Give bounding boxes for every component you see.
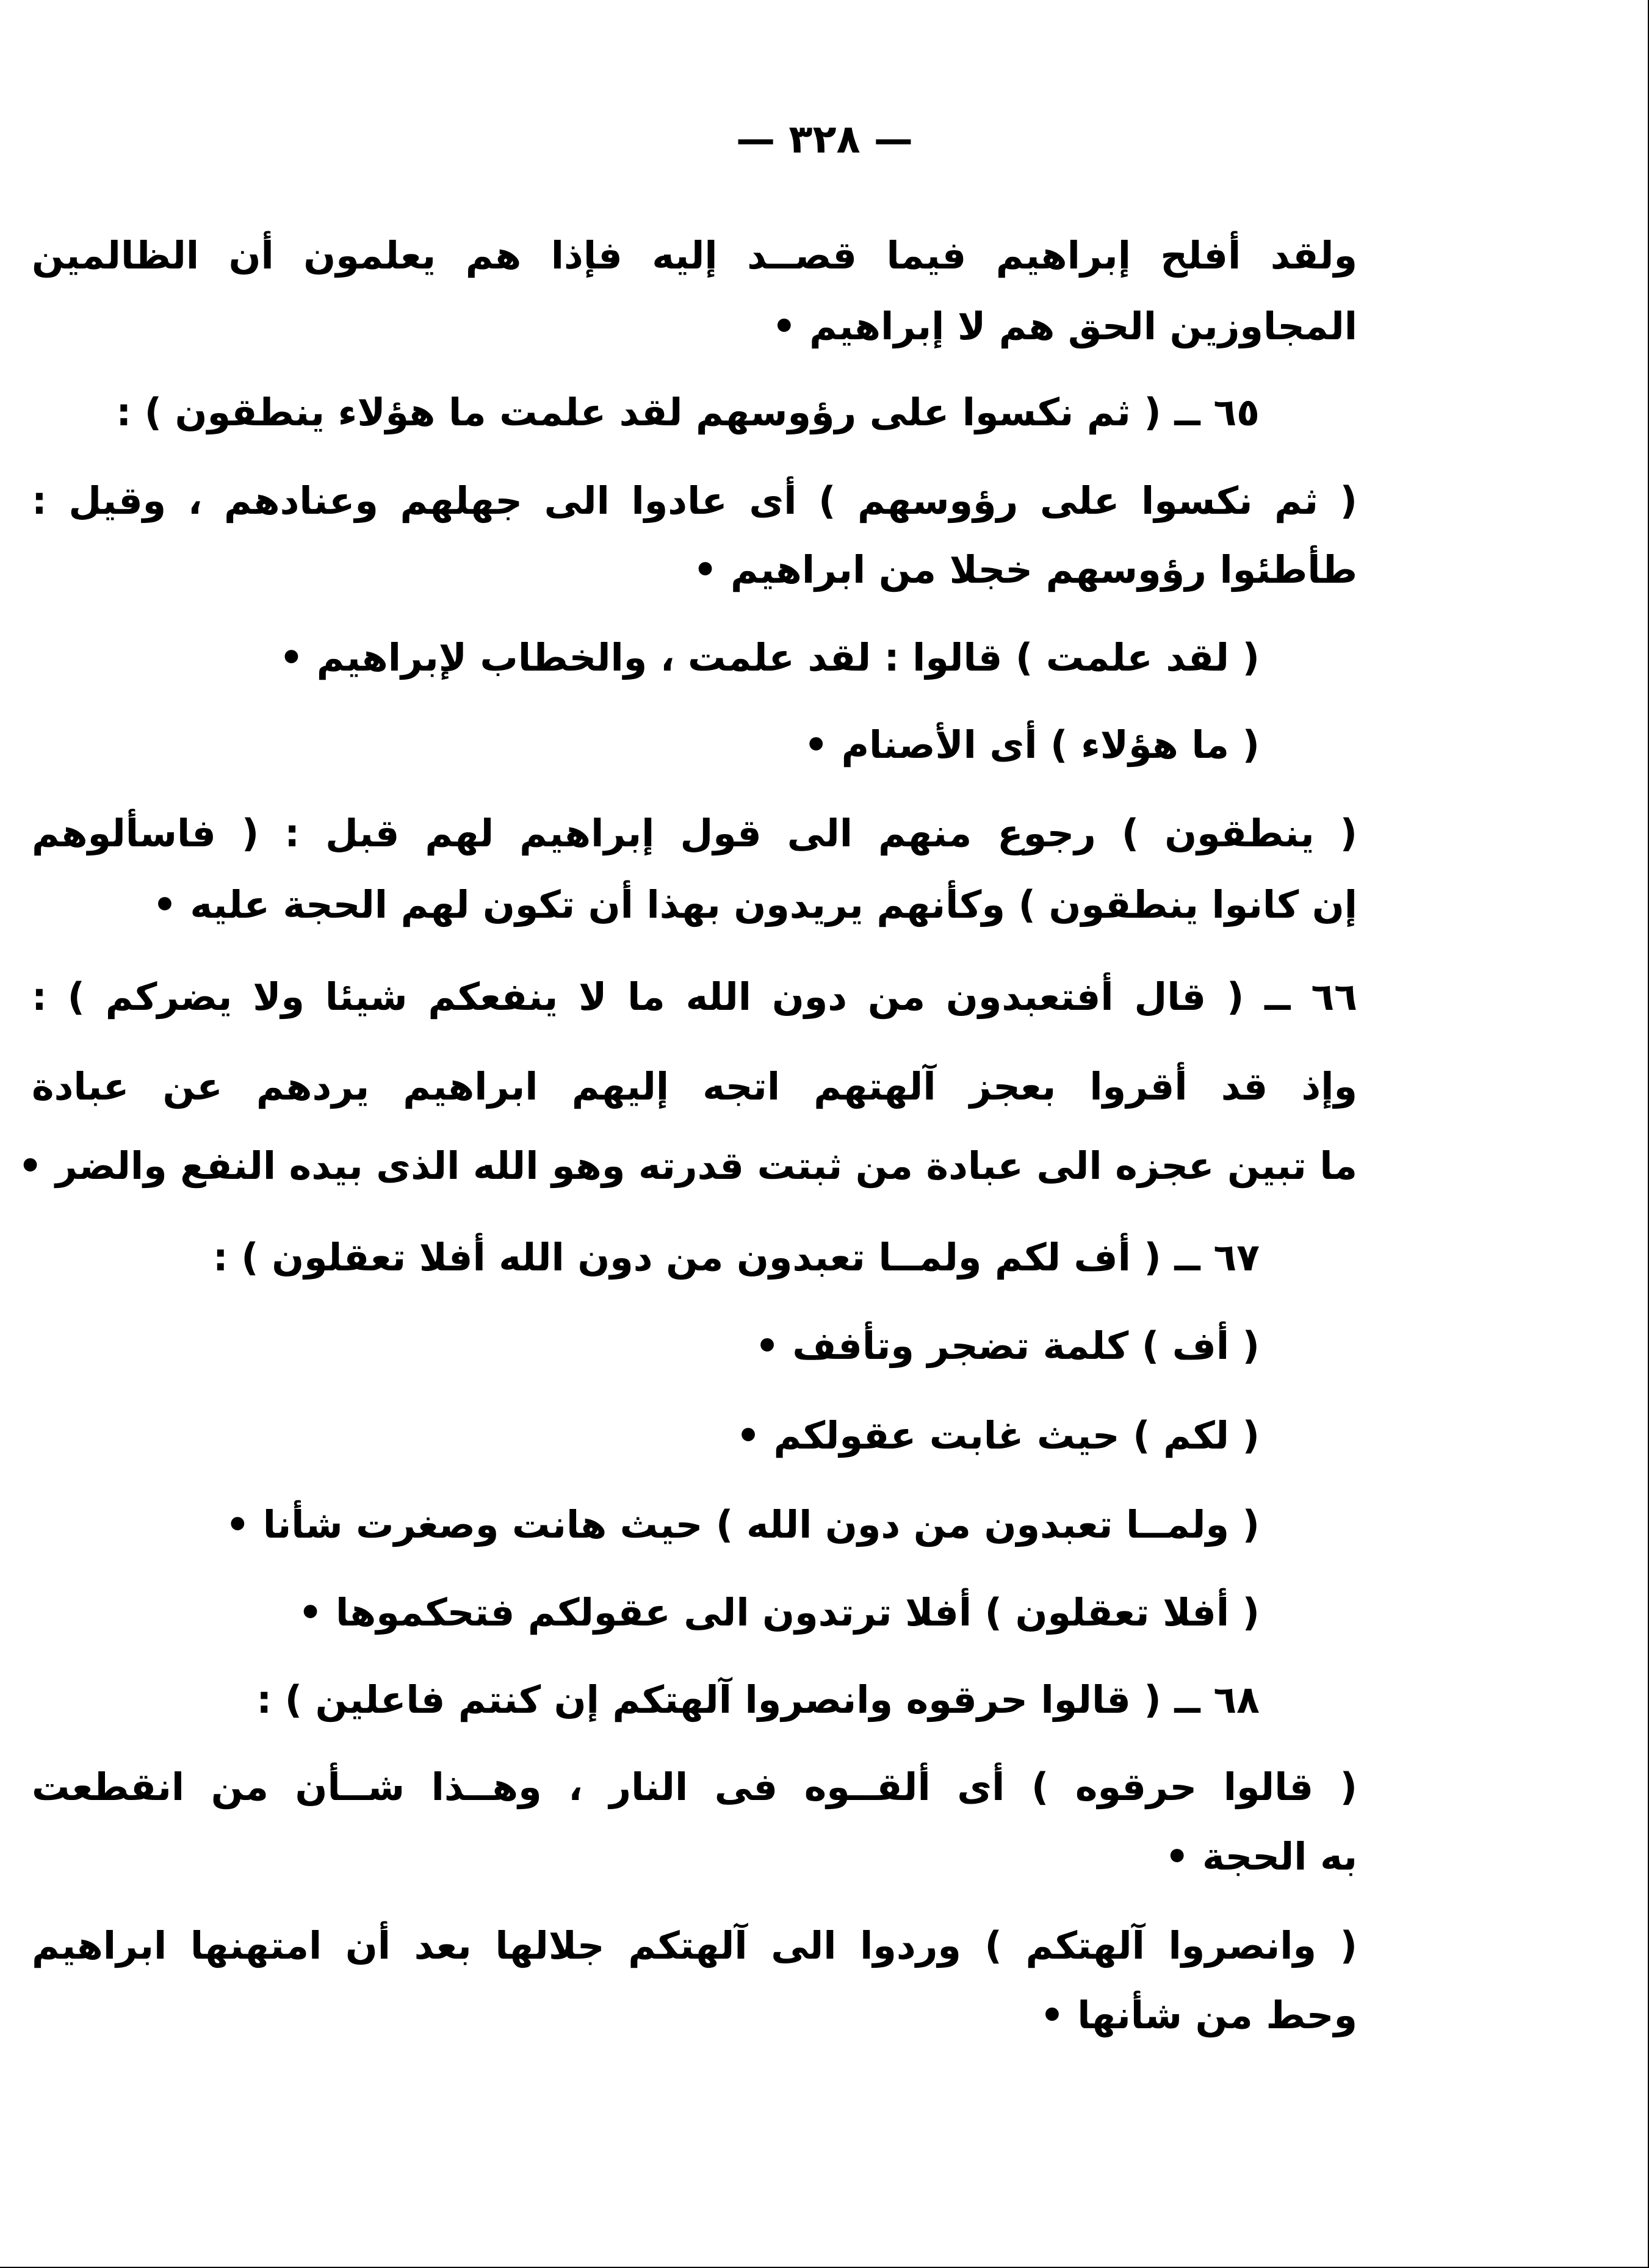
text-line: ( ثم نكسوا على رؤوسهم ) أى عادوا الى جهلهم وعنادهم ، وقيل :: [32, 478, 1357, 523]
text-line: ( أف ) كلمة تضجر وتأفف •: [755, 1323, 1260, 1368]
verse-heading: ٦٨ ــ ( قالوا حرقوه وانصروا آلهتكم إن كنتم فاعلين ) :: [256, 1677, 1260, 1722]
text-line: ( ما هؤلاء ) أى الأصنام •: [804, 722, 1260, 767]
text-line: إن كانوا ينطقون ) وكأنهم يريدون بهذا أن تكون لهم الحجة عليه •: [153, 882, 1357, 927]
text-line: ( ولمــا تعبدون من دون الله ) حيث هانت وصغرت شأنا •: [225, 1502, 1260, 1547]
text-line: ( قالوا حرقوه ) أى ألقــوه فى النار ، وهــذا شــأن من انقطعت: [32, 1765, 1357, 1809]
page-number: — ٣٢٨ —: [736, 117, 913, 162]
verse-heading: ٦٧ ــ ( أف لكم ولمــا تعبدون من دون الله أفلا تعقلون ) :: [212, 1235, 1260, 1280]
text-line: ما تبين عجزه الى عبادة من ثبتت قدرته وهو الله الذى بيده النفع والضر •: [18, 1143, 1357, 1188]
text-line: ( لقد علمت ) قالوا : لقد علمت ، والخطاب لإبراهيم •: [279, 635, 1260, 680]
text-line: به الحجة •: [1164, 1834, 1357, 1879]
text-line: ( وانصروا آلهتكم ) وردوا الى آلهتكم جلالها بعد أن امتهنها ابراهيم: [32, 1923, 1357, 1968]
text-line: ( أفلا تعقلون ) أفلا ترتدون الى عقولكم فتحكموها •: [298, 1590, 1260, 1635]
text-line: طأطئوا رؤوسهم خجلا من ابراهيم •: [693, 547, 1357, 592]
text-line: ولقد أفلح إبراهيم فيما قصــد إليه فإذا هم يعلمون أن الظالمين: [32, 233, 1357, 278]
text-line: ( ينطقون ) رجوع منهم الى قول إبراهيم لهم قبل : ( فاسألوهم: [32, 811, 1357, 855]
text-line: المجاوزين الحق هم لا إبراهيم •: [771, 304, 1357, 348]
text-line: وإذ قد أقروا بعجز آلهتهم اتجه إليهم ابراهيم يردهم عن عبادة: [32, 1064, 1357, 1109]
verse-heading: ٦٥ ــ ( ثم نكسوا على رؤوسهم لقد علمت ما هؤلاء ينطقون ) :: [116, 390, 1260, 434]
verse-heading: ٦٦ ــ ( قال أفتعبدون من دون الله ما لا ينفعكم شيئا ولا يضركم ) :: [32, 974, 1357, 1019]
text-line: ( لكم ) حيث غابت عقولكم •: [736, 1413, 1260, 1458]
text-line: وحط من شأنها •: [1040, 1993, 1357, 2037]
